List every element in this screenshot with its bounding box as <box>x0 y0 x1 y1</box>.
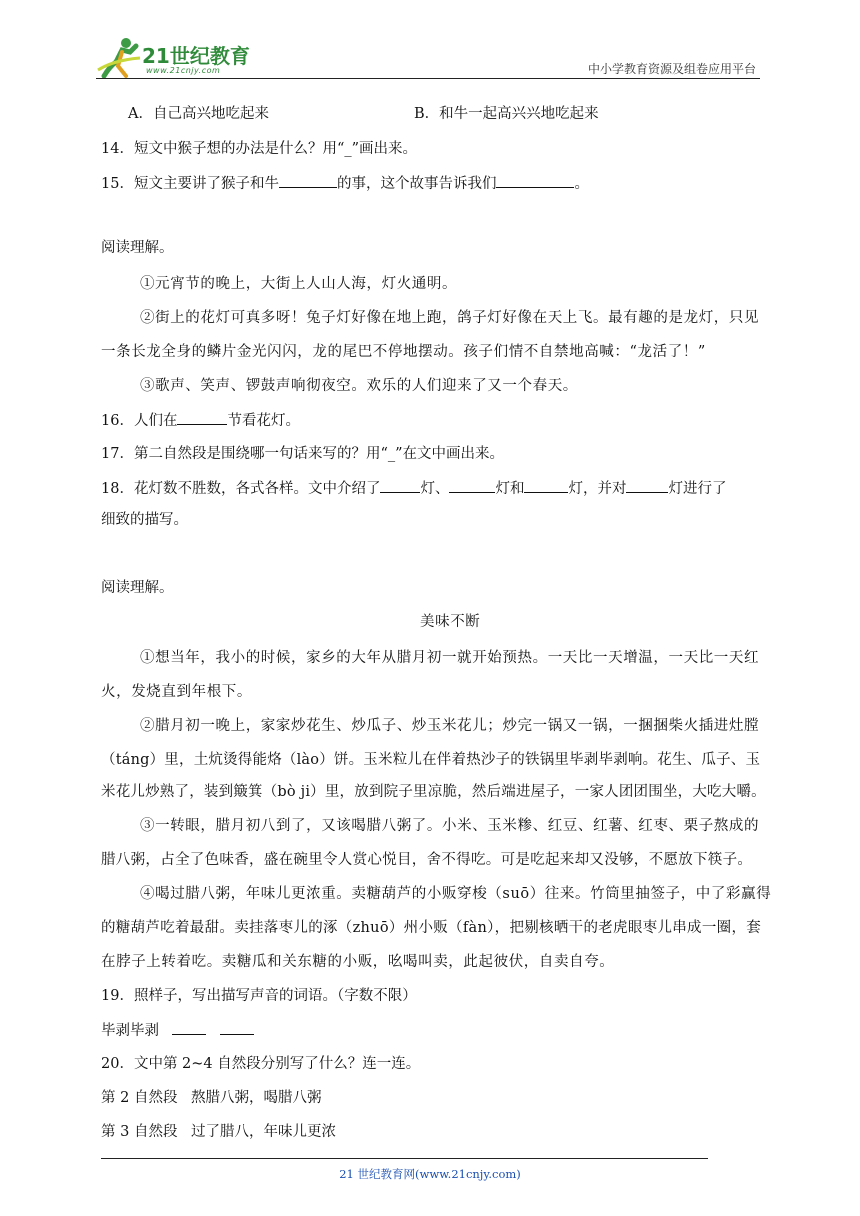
q13-option-a: A．自己高兴地吃起来 <box>128 106 269 122</box>
q18-blank-2[interactable] <box>449 478 495 493</box>
q15-blank-2[interactable] <box>496 173 574 188</box>
header-rule <box>96 78 760 79</box>
s3-paragraph-1-line-1: ①想当年，我小的时候，家乡的大年从腊月初一就开始预热。一天比一天增温，一天比一天红 <box>140 650 760 666</box>
q18-blank-4[interactable] <box>626 478 668 493</box>
s3-paragraph-2-line-1: ②腊月初一晚上，家家炒花生、炒瓜子、炒玉米花儿；炒完一锅又一锅，一捆捆柴火插进灶膛 <box>140 718 760 734</box>
logo-url: www.21cnjy.com <box>146 66 221 75</box>
question-19: 19．照样子，写出描写声音的词语。（字数不限） <box>101 988 417 1004</box>
question-14: 14．短文中猴子想的办法是什么？用“_”画出来。 <box>101 141 418 157</box>
q16-text-before: 16．人们在 <box>101 413 178 429</box>
match-left-1[interactable]: 第 2 自然段 <box>101 1090 178 1106</box>
s3-paragraph-4-line-1: ④喝过腊八粥，年味儿更浓重。卖糖葫芦的小贩穿梭（suō）往来。竹筒里抽签子，中了彩赢得 <box>140 886 772 902</box>
section-3-heading: 阅读理解。 <box>101 580 174 596</box>
s2-paragraph-3: ③歌声、笑声、锣鼓声响彻夜空。欢乐的人们迎来了又一个春天。 <box>140 378 578 394</box>
q16-blank[interactable] <box>177 410 227 425</box>
s3-paragraph-4-line-2: 的糖葫芦吃着最甜。卖挂落枣儿的涿（zhuō）州小贩（fàn），把剔核晒干的老虎眼枣儿串成一圈，套 <box>101 920 762 936</box>
q18-blank-3[interactable] <box>524 478 568 493</box>
s2-paragraph-2-line-1: ②街上的花灯可真多呀！兔子灯好像在地上跑，鸽子灯好像在天上飞。最有趣的是龙灯，只见 <box>140 310 760 326</box>
question-20: 20．文中第 2~4 自然段分别写了什么？连一连。 <box>101 1056 421 1072</box>
site-name: 中小学教育资源及组卷应用平台 <box>587 62 756 76</box>
s2-paragraph-1: ①元宵节的晚上，大街上人山人海，灯火通明。 <box>140 276 458 292</box>
q16-text-after: 节看花灯。 <box>227 413 300 429</box>
running-figure-icon <box>96 36 142 78</box>
section-2-heading: 阅读理解。 <box>101 240 174 256</box>
question-16 <box>101 410 300 431</box>
match-right-1[interactable]: 熬腊八粥，喝腊八粥 <box>191 1090 322 1106</box>
q18-blank-1[interactable] <box>380 478 420 493</box>
q19-blank-2[interactable] <box>220 1020 254 1035</box>
passage-title: 美味不断 <box>420 614 481 630</box>
s2-paragraph-2-line-2: 一条长龙全身的鳞片金光闪闪，龙的尾巴不停地摆动。孩子们情不自禁地高喊：“龙活了！” <box>101 344 706 360</box>
q15-text-before: 15．短文主要讲了猴子和牛 <box>101 176 279 192</box>
q19-example-row <box>101 1020 254 1041</box>
q18-text-a: 18．花灯数不胜数，各式各样。文中介绍了 <box>101 481 381 497</box>
logo-text: 21世纪教育 <box>142 44 250 68</box>
question-17: 17．第二自然段是围绕哪一句话来写的？用“_”在文中画出来。 <box>101 446 505 462</box>
question-18 <box>101 478 726 499</box>
q18-text-b: 灯、 <box>420 481 450 497</box>
match-left-2[interactable]: 第 3 自然段 <box>101 1124 178 1140</box>
q18-text-d: 灯，并对 <box>568 481 627 497</box>
footer-rule <box>101 1158 708 1159</box>
q15-blank-1[interactable] <box>279 173 337 188</box>
q15-text-after: 。 <box>574 176 589 192</box>
footer-text: 21 世纪教育网(www.21cnjy.com) <box>339 1167 521 1181</box>
q18-text-c: 灯和 <box>495 481 525 497</box>
match-right-2[interactable]: 过了腊八，年味儿更浓 <box>191 1124 336 1140</box>
q18-text-e: 灯进行了 <box>668 481 727 497</box>
logo <box>96 36 266 80</box>
question-15 <box>101 173 589 194</box>
q15-text-middle: 的事，这个故事告诉我们 <box>336 176 497 192</box>
s3-paragraph-2-line-3: 米花儿炒熟了，装到簸箕（bò ji）里，放到院子里凉脆，然后端进屋子，一家人团团围坐，大吃大嚼。 <box>101 784 766 800</box>
s3-paragraph-2-line-2: （táng）里，土炕烫得能烙（lào）饼。玉米粒儿在伴着热沙子的铁锅里毕剥毕剥响。花生、瓜子、玉 <box>101 752 761 768</box>
s3-paragraph-3-line-1: ③一转眼，腊月初八到了，又该喝腊八粥了。小米、玉米糁、红豆、红薯、红枣、栗子熬成的 <box>140 818 760 834</box>
q19-example-word: 毕剥毕剥 <box>101 1023 159 1039</box>
q13-option-b: B．和牛一起高兴兴地吃起来 <box>414 106 599 122</box>
q19-blank-1[interactable] <box>172 1020 206 1035</box>
s3-paragraph-4-line-3: 在脖子上转着吃。卖糖瓜和关东糖的小贩，吆喝叫卖，此起彼伏，自卖自夸。 <box>101 954 615 970</box>
s3-paragraph-1-line-2: 火，发烧直到年根下。 <box>101 684 252 700</box>
question-18-line-2: 细致的描写。 <box>101 512 188 528</box>
s3-paragraph-3-line-2: 腊八粥，占全了色味香，盛在碗里令人赏心悦目，舍不得吃。可是吃起来却又没够，不愿放下筷子。 <box>101 852 753 868</box>
